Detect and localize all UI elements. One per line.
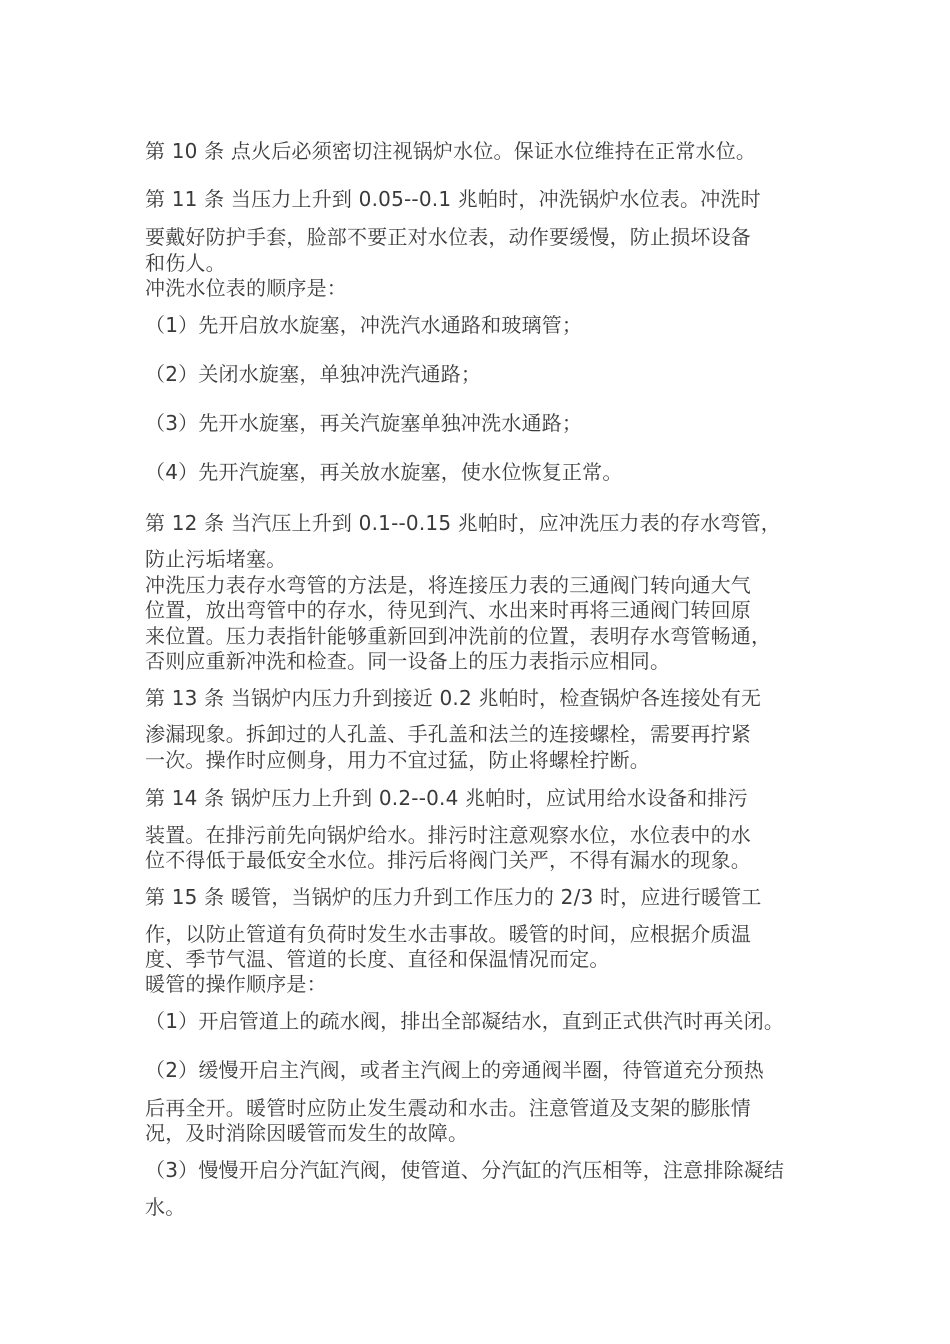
text-line: 后再全开。暖管时应防止发生震动和水击。注意管道及支架的膨胀情 [145, 1096, 751, 1120]
text-line: 要戴好防护手套，脸部不要正对水位表，动作要缓慢，防止损坏设备 [145, 225, 751, 249]
list-item: （1）开启管道上的疏水阀，排出全部凝结水，直到正式供汽时再关闭。 [145, 1009, 785, 1033]
text-line: 第 11 条 当压力上升到 0.05--0.1 兆帕时，冲洗锅炉水位表。冲洗时 [145, 187, 761, 211]
text-line: 冲洗压力表存水弯管的方法是，将连接压力表的三通阀门转向通大气 [145, 573, 751, 597]
text-line: 位不得低于最低安全水位。排污后将阀门关严，不得有漏水的现象。 [145, 848, 751, 872]
list-item: （3）先开水旋塞，再关汽旋塞单独冲洗水通路； [145, 411, 583, 435]
list-item: （1）先开启放水旋塞，冲洗汽水通路和玻璃管； [145, 313, 583, 337]
text-line: 第 10 条 点火后必须密切注视锅炉水位。保证水位维持在正常水位。 [145, 139, 757, 163]
text-line: 位置，放出弯管中的存水，待见到汽、水出来时再将三通阀门转回原 [145, 598, 751, 622]
text-line: 第 14 条 锅炉压力上升到 0.2--0.4 兆帕时，应试用给水设备和排污 [145, 786, 748, 810]
text-line: 暖管的操作顺序是： [145, 972, 327, 996]
text-line: 第 12 条 当汽压上升到 0.1--0.15 兆帕时，应冲洗压力表的存水弯管， [145, 511, 782, 535]
text-line: 一次。操作时应侧身，用力不宜过猛，防止将螺栓拧断。 [145, 748, 650, 772]
list-item: （2）关闭水旋塞，单独冲洗汽通路； [145, 362, 482, 386]
text-line: 来位置。压力表指针能够重新回到冲洗前的位置，表明存水弯管畅通， [145, 624, 772, 648]
text-line: 第 13 条 当锅炉内压力升到接近 0.2 兆帕时，检查锅炉各连接处有无 [145, 686, 762, 710]
text-line: 况，及时消除因暖管而发生的故障。 [145, 1121, 469, 1145]
text-line: 装置。在排污前先向锅炉给水。排污时注意观察水位，水位表中的水 [145, 823, 751, 847]
text-line: 否则应重新冲洗和检查。同一设备上的压力表指示应相同。 [145, 649, 671, 673]
list-item: （3）慢慢开启分汽缸汽阀，使管道、分汽缸的汽压相等，注意排除凝结 [145, 1158, 785, 1182]
list-item: （4）先开汽旋塞，再关放水旋塞，使水位恢复正常。 [145, 460, 623, 484]
text-line: 和伤人。 [145, 251, 226, 275]
text-line: 作，以防止管道有负荷时发生水击事故。暖管的时间，应根据介质温 [145, 922, 751, 946]
text-line: 水。 [145, 1195, 186, 1219]
text-line: 冲洗水位表的顺序是： [145, 276, 347, 300]
text-line: 渗漏现象。拆卸过的人孔盖、手孔盖和法兰的连接螺栓，需要再拧紧 [145, 722, 751, 746]
list-item: （2）缓慢开启主汽阀，或者主汽阀上的旁通阀半圈，待管道充分预热 [145, 1058, 764, 1082]
text-line: 防止污垢堵塞。 [145, 547, 287, 571]
text-line: 第 15 条 暖管，当锅炉的压力升到工作压力的 2/3 时，应进行暖管工 [145, 885, 762, 909]
text-line: 度、季节气温、管道的长度、直径和保温情况而定。 [145, 947, 610, 971]
